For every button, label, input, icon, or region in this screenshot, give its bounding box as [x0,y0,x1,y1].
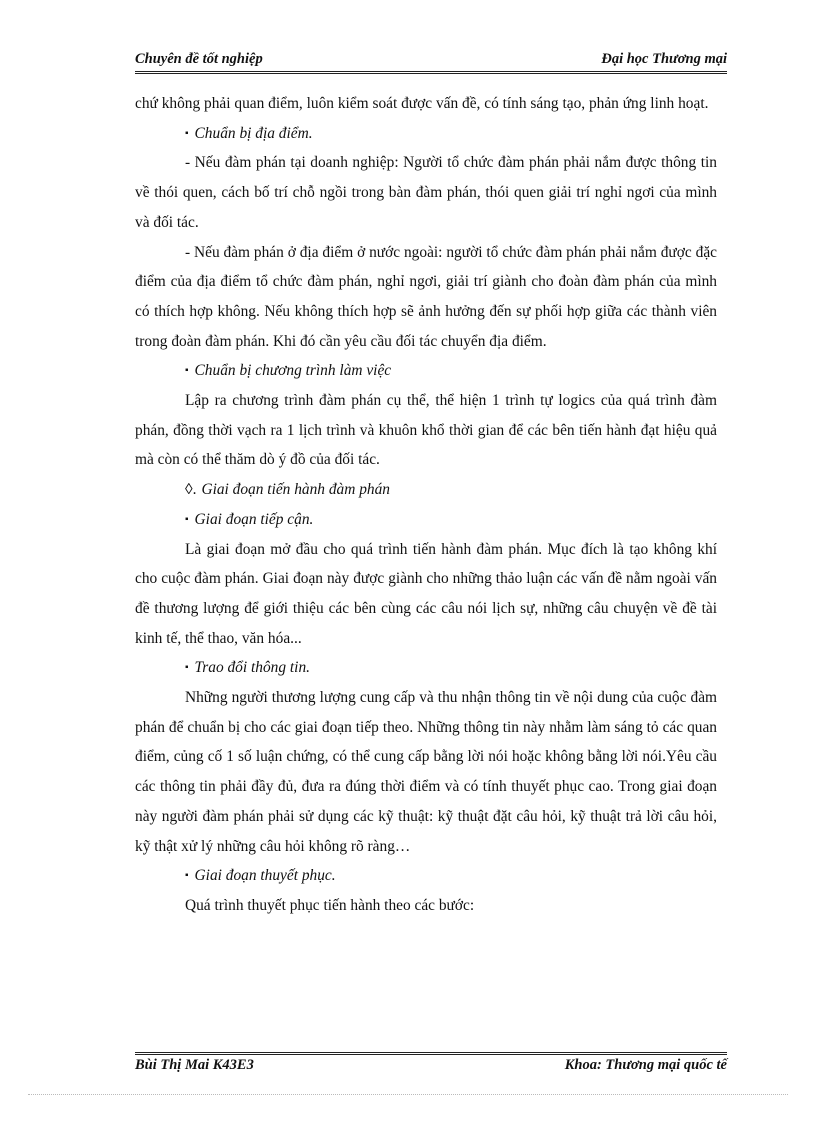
section-heading [135,861,717,891]
body-paragraph: Những người thương lượng cung cấp và thu nhận thông tin về nội dung của cuộc đàm phán để chuẩn bị cho các giai đoạn tiếp theo. Những thông tin này nhằm làm sáng tỏ các quan điểm, củng cố 1 số luận chứng, có thể cung cấp bằng lời nói hoặc không bằng lời nói.Yêu cầu các thông tin phải đầy đủ, đưa ra đúng thời điểm và có tính thuyết phục cao. Trong giai đoạn này người đàm phán phải sử dụng các kỹ thuật: kỹ thuật đặt câu hỏi, kỹ thuật trả lời câu hỏi, kỹ thật xử lý những câu hỏi không rõ ràng… [135,689,717,855]
section-heading-text: Giai đoạn tiến hành đàm phán [201,481,390,499]
bullet-icon: ▪ [185,127,189,139]
section-heading [135,505,717,535]
section-heading-text: Giai đoạn thuyết phục. [194,867,336,885]
bullet-icon: ▪ [185,870,189,882]
body-paragraph: Là giai đoạn mở đầu cho quá trình tiến hành đàm phán. Mục đích là tạo không khí cho cuộc đàm phán. Giai đoạn này được giành cho những thảo luận các vấn đề nằm ngoài vấn đề thương lượng để giới thiệu các bên cùng các câu nói lịch sự, những câu chuyện về đề tài kinh tế, thể thao, văn hóa... [135,540,717,647]
section-heading [135,356,717,386]
section-heading-text: Chuẩn bị địa điểm. [194,124,313,142]
diamond-icon: ◊. [185,481,197,499]
body-paragraph: - Nếu đàm phán tại doanh nghiệp: Người tổ chức đàm phán phải nắm được thông tin về thói quen, cách bố trí chỗ ngồi trong bàn đàm phán, thói quen giải trí nghỉ ngơi của mình và đối tác. [135,154,717,231]
section-heading [135,119,717,149]
footer-rule [135,1052,727,1055]
body-paragraph: Quá trình thuyết phục tiến hành theo các bước: [185,896,475,914]
section-heading-text: Giai đoạn tiếp cận. [194,510,314,528]
body-paragraph: Lập ra chương trình đàm phán cụ thể, thể hiện 1 trình tự logics của quá trình đàm phán, đồng thời vạch ra 1 lịch trình và khuôn khổ thời gian để các bên tiến hành đạt hiệu quả mà còn có thể thăm dò ý đồ của đối tác. [135,392,717,469]
footer-department: Khoa: Thương mại quốc tế [564,1057,727,1073]
bullet-icon: ▪ [185,662,189,674]
section-heading-text: Trao đổi thông tin. [194,659,310,677]
header-title-right: Đại học Thương mại [601,51,727,67]
page-bottom-border [28,1094,788,1095]
document-body [135,89,717,921]
section-heading-text: Chuẩn bị chương trình làm việc [194,362,392,380]
page-footer [135,1057,727,1079]
header-title-left: Chuyên đề tốt nghiệp [135,51,263,67]
header-rule [135,71,727,74]
bullet-icon: ▪ [185,365,189,377]
paragraph-continuation: chứ không phải quan điểm, luôn kiểm soát được vấn đề, có tính sáng tạo, phản ứng linh hoạt. [135,95,709,112]
section-heading [135,475,717,505]
bullet-icon: ▪ [185,513,189,525]
section-heading [135,653,717,683]
footer-author: Bùi Thị Mai K43E3 [135,1057,254,1073]
body-paragraph: - Nếu đàm phán ở địa điểm ở nước ngoài: người tổ chức đàm phán phải nắm được đặc điểm của địa điểm tổ chức đàm phán, nghỉ ngơi, giải trí giành cho đoàn đàm phán của mình có thích hợp không. Nếu không thích hợp sẽ ảnh hưởng đến sự phối hợp giữa các thành viên trong đoàn đàm phán. Khi đó cần yêu cầu đối tác chuyển địa điểm. [135,243,717,350]
page-header [135,48,727,72]
